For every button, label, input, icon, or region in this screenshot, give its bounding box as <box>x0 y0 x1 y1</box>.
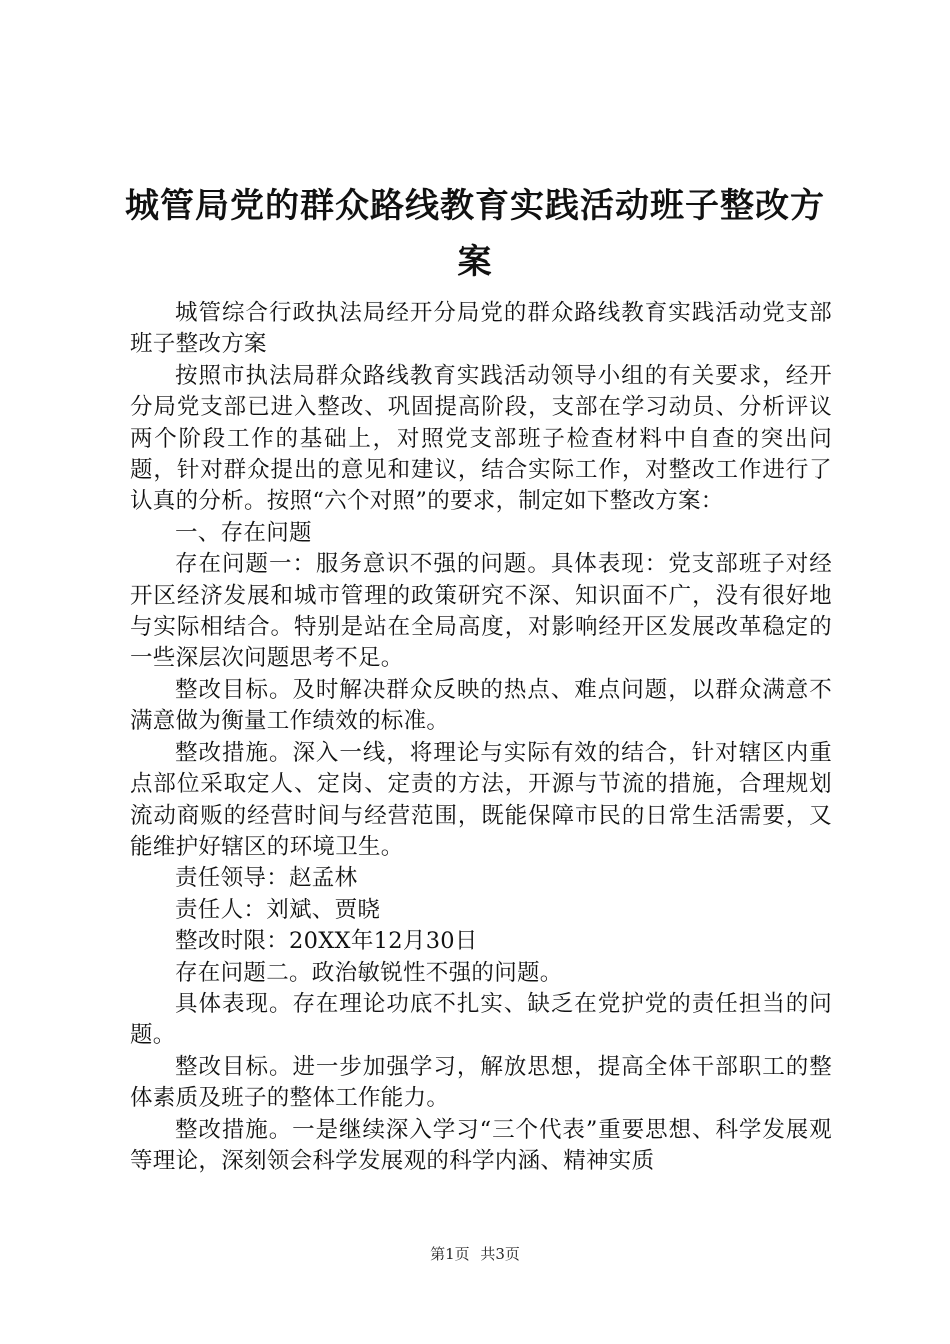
paragraph-goal-two: 整改目标。进一步加强学习，解放思想，提高全体干部职工的整体素质及班子的整体工作能力。 <box>130 1053 832 1112</box>
page-total: 共3页 <box>480 1245 520 1263</box>
paragraph-measures-one: 整改措施。深入一线，将理论与实际有效的结合，针对辖区内重点部位采取定人、定岗、定责的方法，开源与节流的措施，合理规划流动商贩的经营时间与经营范围，既能保障市民的日常生活需要，又能维护好辖区的环境卫生。 <box>130 739 832 860</box>
paragraph-measures-two: 整改措施。一是继续深入学习“三个代表”重要思想、科学发展观等理论，深刻领会科学发展观的科学内涵、精神实质 <box>130 1116 832 1174</box>
paragraph-manifestation-two: 具体表现。存在理论功底不扎实、缺乏在党护党的责任担当的问题。 <box>130 990 832 1049</box>
page-footer <box>0 1244 950 1264</box>
paragraph-goal-one: 整改目标。及时解决群众反映的热点、难点问题，以群众满意不满意做为衡量工作绩效的标准。 <box>130 676 832 735</box>
paragraph-intro: 按照市执法局群众路线教育实践活动领导小组的有关要求，经开分局党支部已进入整改、巩固提高阶段，支部在学习动员、分析评议两个阶段工作的基础上，对照党支部班子检查材料中自查的突出问题，针对群众提出的意见和建议，结合实际工作，对整改工作进行了认真的分析。按照“六个对照”的要求，制定如下整改方案： <box>130 362 832 515</box>
paragraph-subtitle: 城管综合行政执法局经开分局党的群众路线教育实践活动党支部班子整改方案 <box>130 300 832 358</box>
document-body <box>130 298 832 1177</box>
document-title: 城管局党的群众路线教育实践活动班子整改方案 <box>125 186 825 282</box>
paragraph-problem-one: 存在问题一：服务意识不强的问题。具体表现：党支部班子对经开区经济发展和城市管理的政策研究不深、知识面不广，没有很好地与实际相结合。特别是站在全局高度，对影响经开区发展改革稳定的一些深层次问题思考不足。 <box>130 551 832 672</box>
section-heading-problems: 一、存在问题 <box>175 519 312 546</box>
paragraph-responsible-persons: 责任人：刘斌、贾晓 <box>175 896 381 923</box>
paragraph-responsible-leader: 责任领导：赵孟林 <box>175 865 358 892</box>
page-number: 第1页 <box>430 1245 470 1263</box>
paragraph-problem-two: 存在问题二。政治敏锐性不强的问题。 <box>175 959 563 986</box>
paragraph-deadline: 整改时限：20XX年12月30日 <box>175 928 478 955</box>
